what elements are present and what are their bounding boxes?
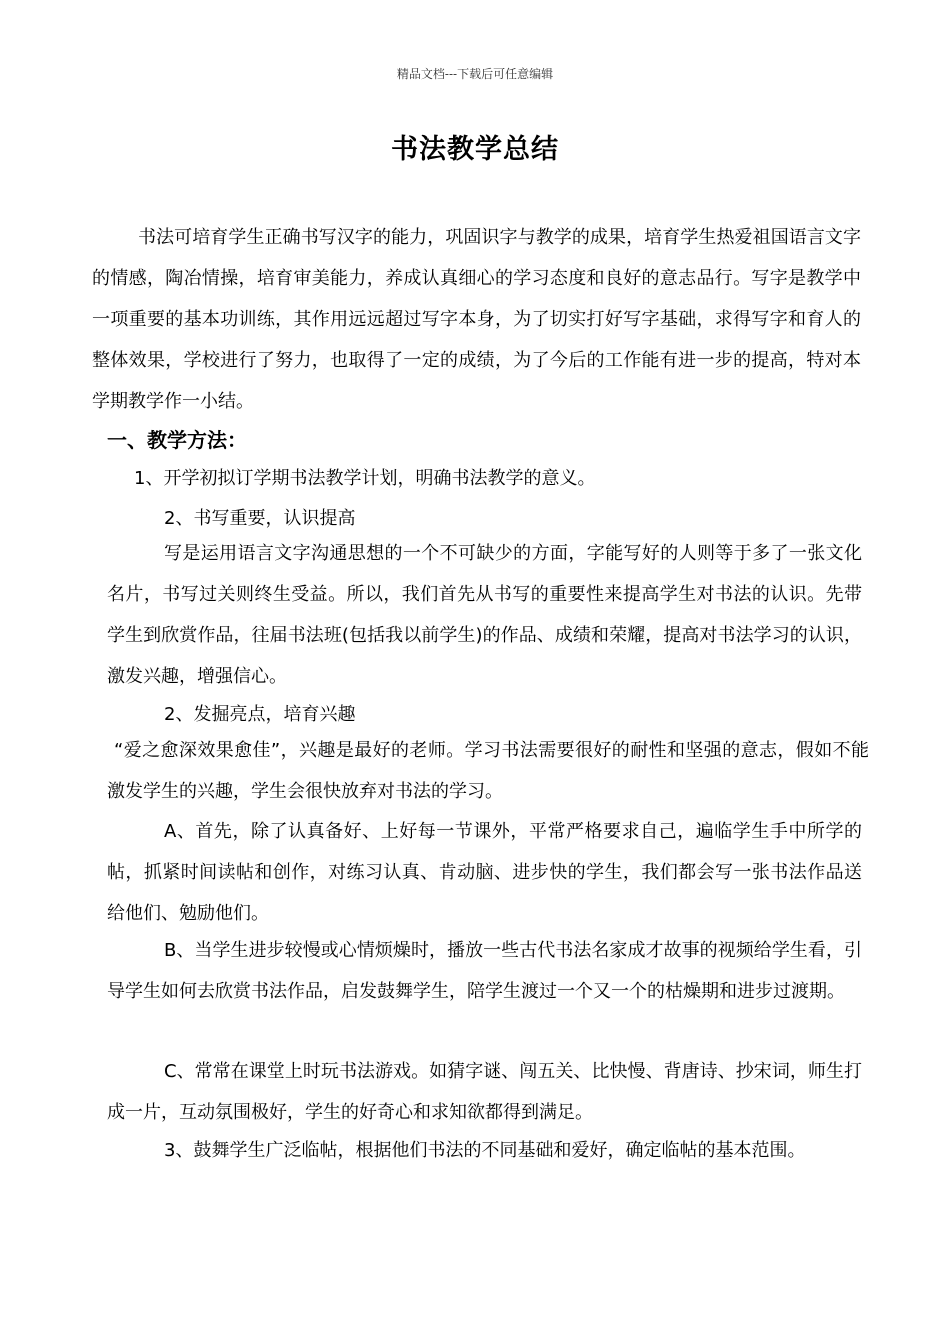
method-item-1: 1、开学初拟订学期书法教学计划，明确书法教学的意义。 [134,468,596,489]
method-point-b: B、当学生进步较慢或心情烦燥时，播放一些古代书法名家成才故事的视频给学生看，引导学生如何去欣赏书法作品，启发鼓舞学生，陪学生渡过一个又一个的枯燥期和进步过渡期。 [107,940,862,1002]
method-item-3-title: 2、发掘亮点，培育兴趣 [164,704,356,725]
section-heading-teaching-methods: 一、教学方法： [107,428,247,452]
document-title: 书法教学总结 [391,134,559,165]
intro-paragraph: 书法可培育学生正确书写汉字的能力，巩固识字与教学的成果，培育学生热爱祖国语言文字的情感，陶冶情操，培育审美能力，养成认真细心的学习态度和良好的意志品行。写字是教学中一项重要的基本功训练，其作用远远超过写字本身，为了切实打好写字基础，求得写字和育人的整体效果，学校进行了努力，也取得了一定的成绩，为了今后的工作能有进一步的提高，特对本学期教学作一小结。 [92,227,861,412]
method-item-2-title: 2、书写重要，认识提高 [164,508,356,529]
method-item-3-body: “爱之愈深效果愈佳”，兴趣是最好的老师。学习书法需要很好的耐性和坚强的意志，假如不能激发学生的兴趣，学生会很快放弃对书法的学习。 [107,740,869,802]
method-point-a: A、首先，除了认真备好、上好每一节课外，平常严格要求自己，遍临学生手中所学的帖，抓紧时间读帖和创作，对练习认真、肯动脑、进步快的学生，我们都会写一张书法作品送给他们、勉励他们。 [107,821,862,924]
method-item-4: 3、鼓舞学生广泛临帖，根据他们书法的不同基础和爱好，确定临帖的基本范围。 [164,1140,806,1161]
page-header: 精品文档---下载后可任意编辑 [396,67,554,81]
method-item-2-body: 写是运用语言文字沟通思想的一个不可缺少的方面，字能写好的人则等于多了一张文化名片，书写过关则终生受益。所以，我们首先从书写的重要性来提高学生对书法的认识。先带学生到欣赏作品，往届书法班(包括我以前学生)的作品、成绩和荣耀，提高对书法学习的认识，激发兴趣，增强信心。 [107,543,862,687]
method-point-c: C、常常在课堂上时玩书法游戏。如猜字谜、闯五关、比快慢、背唐诗、抄宋词，师生打成一片，互动氛围极好，学生的好奇心和求知欲都得到满足。 [107,1061,862,1123]
